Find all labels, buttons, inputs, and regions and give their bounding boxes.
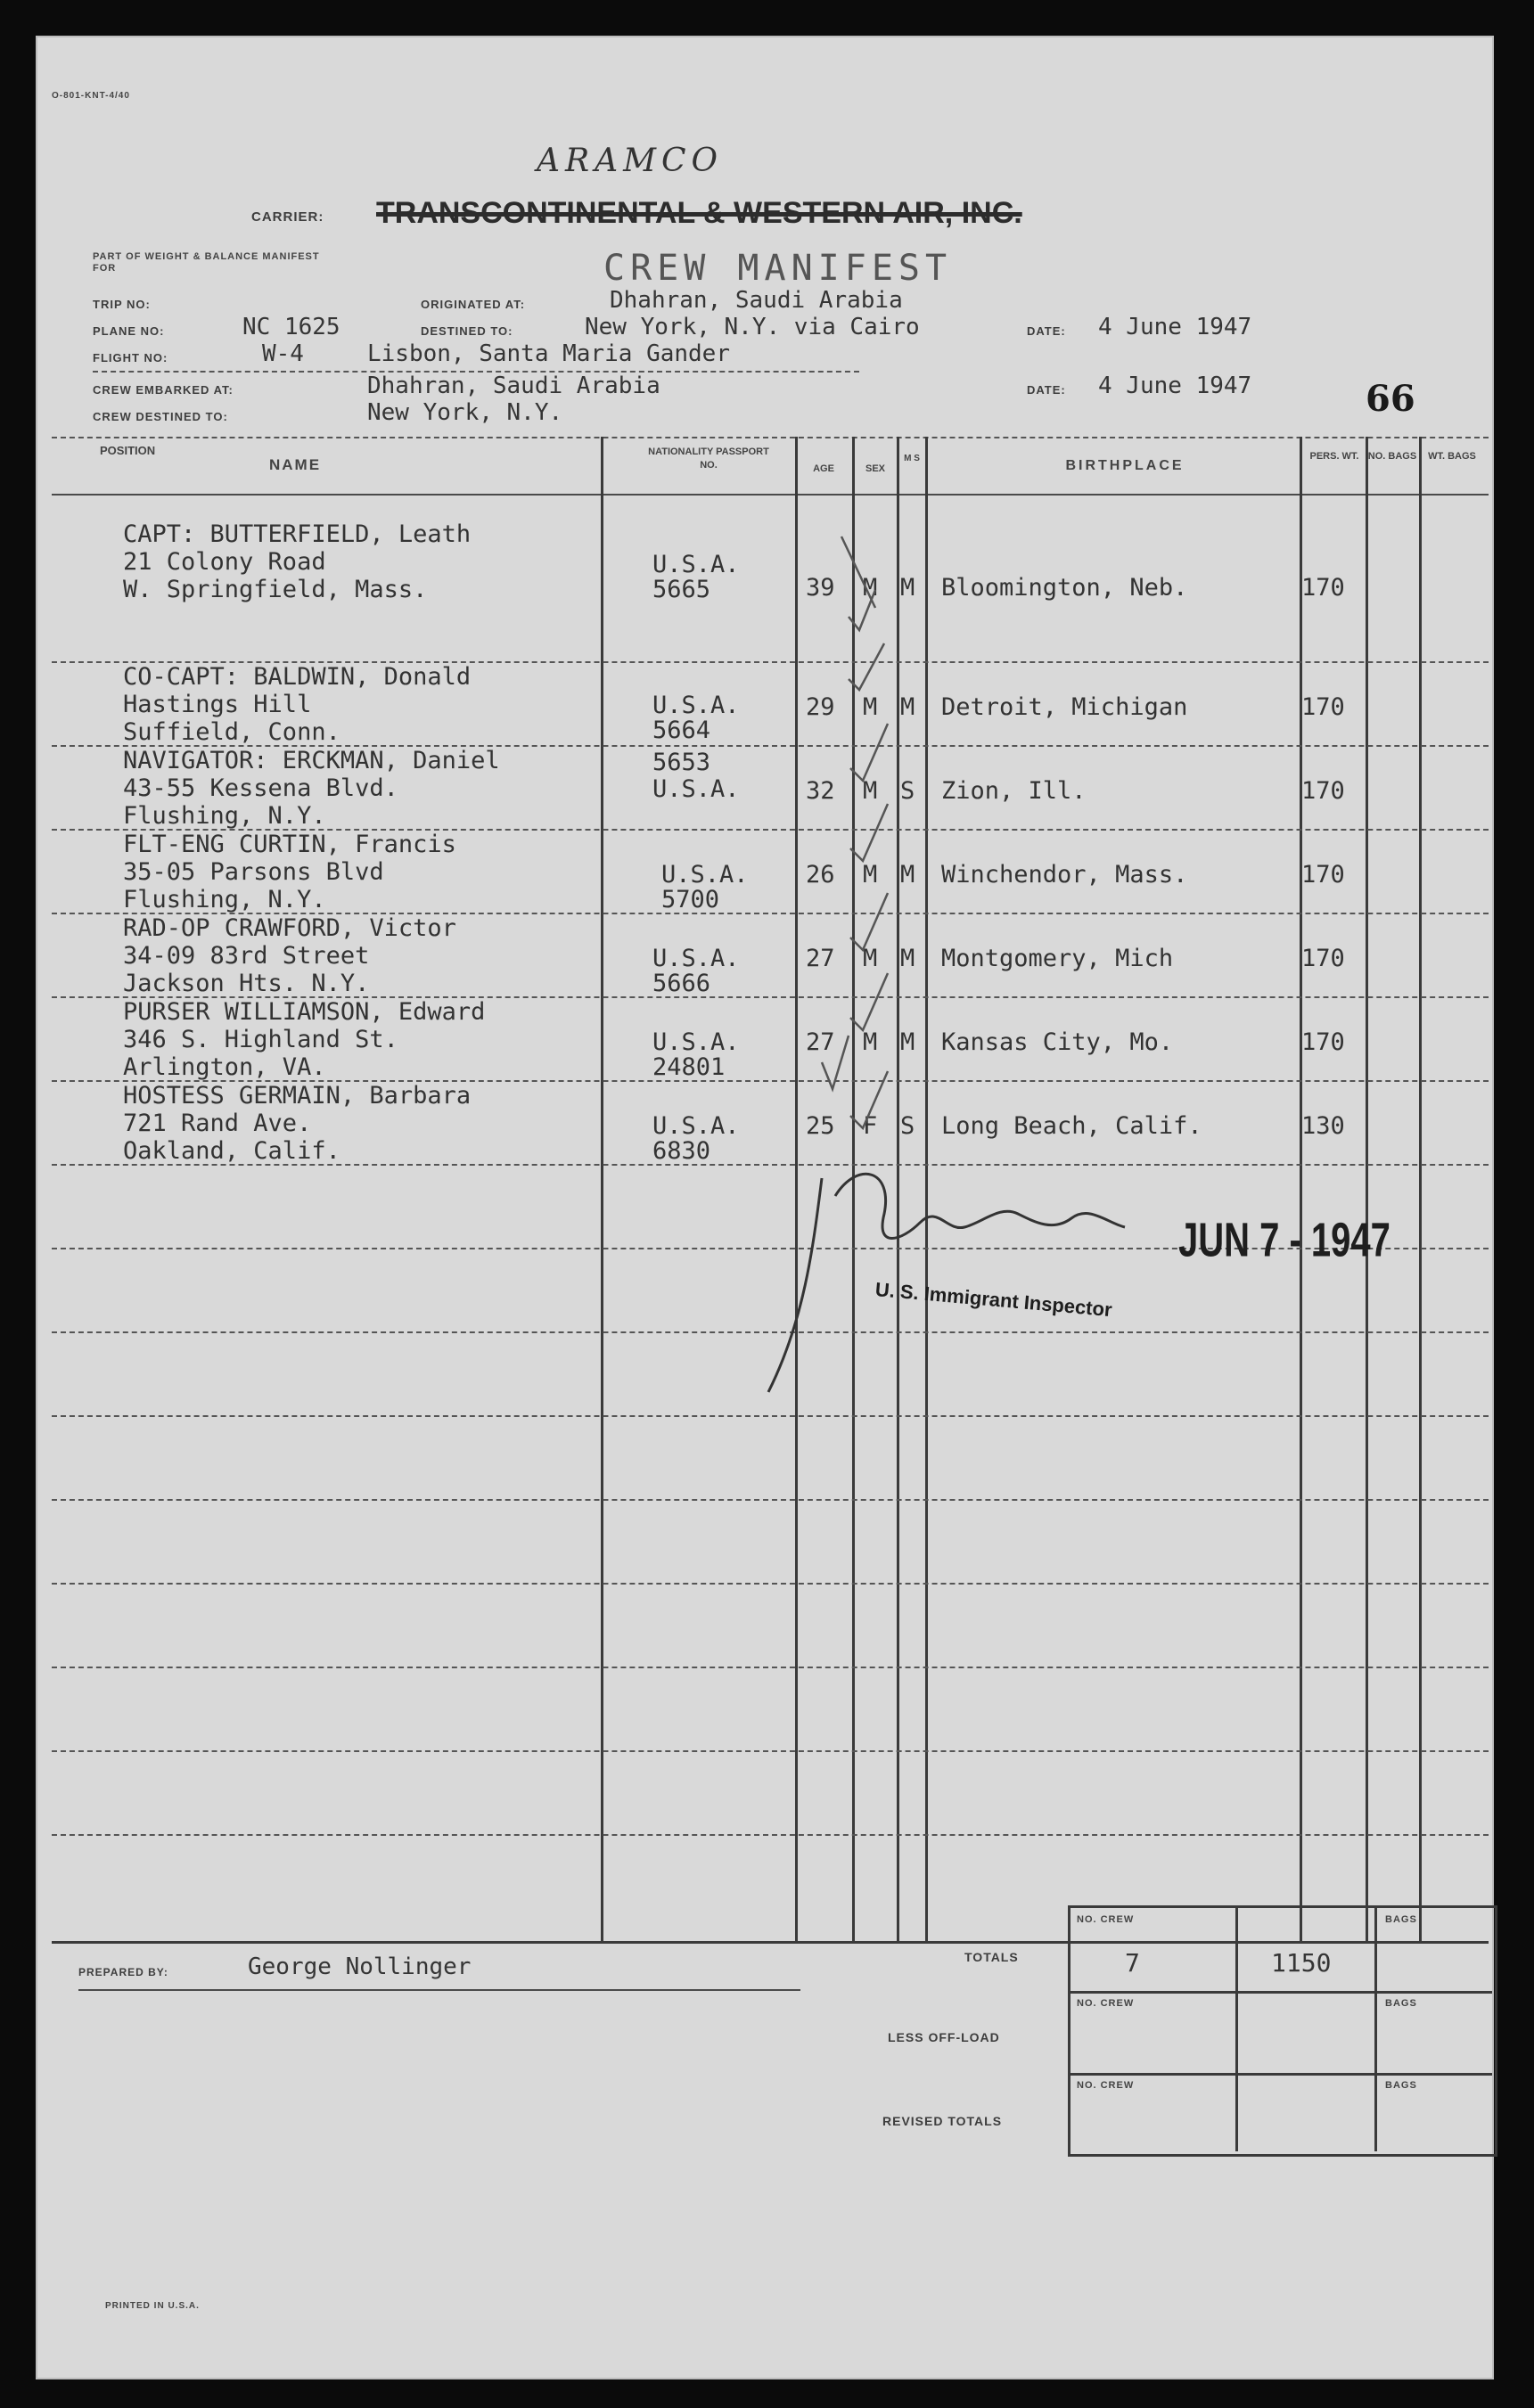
crew-3-sex: M bbox=[863, 777, 878, 805]
no-crew-label: NO. CREW bbox=[1077, 1998, 1135, 2009]
trip-no-label: TRIP NO: bbox=[93, 298, 151, 311]
plane-no-label: PLANE NO: bbox=[93, 324, 165, 338]
col-sex: SEX bbox=[865, 463, 885, 474]
crew-5-sex: M bbox=[863, 945, 878, 972]
crew-1-nationality: U.S.A. bbox=[652, 551, 740, 578]
col-wt-bags: WT. BAGS bbox=[1428, 451, 1476, 462]
col-birthplace: BIRTHPLACE bbox=[1065, 458, 1185, 473]
crew-6-weight: 170 bbox=[1301, 1028, 1345, 1056]
form-code: O-801-KNT-4/40 bbox=[52, 91, 130, 101]
row-rule bbox=[52, 1667, 1489, 1668]
table-header-rule bbox=[52, 494, 1489, 496]
crew-5-address: 34-09 83rd Street bbox=[123, 942, 370, 970]
col-ms: M S bbox=[904, 454, 920, 463]
totals-row-rule bbox=[1068, 1991, 1492, 1994]
crew-4-birthplace: Winchendor, Mass. bbox=[941, 861, 1188, 889]
crew-2-position-name: CO-CAPT: BALDWIN, Donald bbox=[123, 663, 472, 691]
crew-7-city: Oakland, Calif. bbox=[123, 1137, 340, 1165]
prepared-by-line bbox=[78, 1989, 800, 1991]
crew-4-nationality: U.S.A. bbox=[661, 861, 749, 889]
bags-label: BAGS bbox=[1385, 1998, 1417, 2009]
crew-embarked-value: Dhahran, Saudi Arabia bbox=[367, 373, 660, 399]
crew-4-sex: M bbox=[863, 861, 878, 889]
crew-4-city: Flushing, N.Y. bbox=[123, 886, 326, 913]
row-rule bbox=[52, 1583, 1489, 1585]
part-of-label: PART OF WEIGHT & BALANCE MANIFEST FOR bbox=[93, 251, 320, 274]
crew-1-city: W. Springfield, Mass. bbox=[123, 576, 428, 603]
crew-date-value: 4 June 1947 bbox=[1098, 373, 1252, 399]
plane-no: NC 1625 bbox=[242, 314, 340, 340]
via-continued: Lisbon, Santa Maria Gander bbox=[367, 340, 730, 367]
table-top-rule bbox=[52, 437, 1489, 438]
totals-col-rule bbox=[1374, 1905, 1377, 2151]
crew-4-age: 26 bbox=[806, 861, 835, 889]
crew-2-nationality: U.S.A. bbox=[652, 692, 740, 719]
row-rule bbox=[52, 1834, 1489, 1836]
crew-1-age: 39 bbox=[806, 574, 835, 602]
col-name: NAME bbox=[269, 456, 322, 473]
crew-3-city: Flushing, N.Y. bbox=[123, 802, 326, 830]
row-rule bbox=[52, 1499, 1489, 1501]
check-marks bbox=[795, 501, 911, 1214]
crew-1-position-name: CAPT: BUTTERFIELD, Leath bbox=[123, 520, 472, 548]
carrier-printed: TRANSCONTINENTAL & WESTERN AIR, INC. bbox=[376, 196, 1022, 230]
flight-no: W-4 bbox=[262, 340, 304, 367]
prepared-by-label: PREPARED BY: bbox=[78, 1966, 168, 1978]
inspector-signature bbox=[751, 1143, 1250, 1428]
crew-5-nationality: U.S.A. bbox=[652, 945, 740, 972]
col-pers-wt: PERS. WT. bbox=[1309, 451, 1359, 462]
crew-7-position-name: HOSTESS GERMAIN, Barbara bbox=[123, 1082, 472, 1110]
crew-3-ms: S bbox=[900, 777, 915, 805]
crew-6-ms: M bbox=[900, 1028, 915, 1056]
crew-date-label: DATE: bbox=[1027, 383, 1066, 397]
crew-7-birthplace: Long Beach, Calif. bbox=[941, 1112, 1202, 1140]
crew-6-passport: 24801 bbox=[652, 1053, 726, 1081]
prepared-by-value: George Nollinger bbox=[248, 1953, 472, 1980]
col-nationality: NATIONALITY PASSPORT NO. bbox=[648, 446, 769, 471]
crew-5-birthplace: Montgomery, Mich bbox=[941, 945, 1174, 972]
crew-destined-value: New York, N.Y. bbox=[367, 399, 563, 426]
crew-3-address: 43-55 Kessena Blvd. bbox=[123, 774, 398, 802]
less-offload-label: LESS OFF-LOAD bbox=[888, 2030, 1000, 2044]
crew-6-city: Arlington, VA. bbox=[123, 1053, 326, 1081]
col-position: POSITION bbox=[100, 444, 156, 457]
flight-no-label: FLIGHT NO: bbox=[93, 351, 168, 364]
totals-col-rule bbox=[1235, 1905, 1238, 2151]
crew-4-position-name: FLT-ENG CURTIN, Francis bbox=[123, 831, 456, 858]
crew-2-birthplace: Detroit, Michigan bbox=[941, 693, 1188, 721]
page-title: CREW MANIFEST bbox=[603, 248, 953, 289]
printed-in: PRINTED IN U.S.A. bbox=[105, 2301, 200, 2311]
crew-5-weight: 170 bbox=[1301, 945, 1345, 972]
crew-6-age: 27 bbox=[806, 1028, 835, 1056]
crew-1-passport: 5665 bbox=[652, 576, 711, 603]
crew-3-nationality: 5653 bbox=[652, 749, 711, 776]
no-crew-label: NO. CREW bbox=[1077, 2080, 1135, 2091]
crew-5-ms: M bbox=[900, 945, 915, 972]
crew-2-city: Suffield, Conn. bbox=[123, 718, 340, 746]
totals-box bbox=[1068, 1905, 1497, 2157]
date-label: DATE: bbox=[1027, 324, 1066, 338]
crew-2-ms: M bbox=[900, 693, 915, 721]
crew-3-passport: U.S.A. bbox=[652, 775, 740, 803]
crew-2-passport: 5664 bbox=[652, 717, 711, 744]
crew-embarked-label: CREW EMBARKED AT: bbox=[93, 383, 234, 397]
crew-7-address: 721 Rand Ave. bbox=[123, 1110, 312, 1137]
col-age: AGE bbox=[813, 463, 834, 474]
row-rule bbox=[52, 1750, 1489, 1752]
crew-7-nationality: U.S.A. bbox=[652, 1112, 740, 1140]
crew-4-ms: M bbox=[900, 861, 915, 889]
page-number: 66 bbox=[1366, 378, 1415, 420]
crew-1-ms: M bbox=[900, 574, 915, 602]
crew-4-address: 35-05 Parsons Blvd bbox=[123, 858, 384, 886]
crew-5-position-name: RAD-OP CRAWFORD, Victor bbox=[123, 914, 456, 942]
crew-6-sex: M bbox=[863, 1028, 878, 1056]
crew-4-passport: 5700 bbox=[661, 886, 720, 913]
crew-3-weight: 170 bbox=[1301, 777, 1345, 805]
crew-1-sex: M bbox=[863, 574, 878, 602]
bags-label: BAGS bbox=[1385, 2080, 1417, 2091]
crew-6-birthplace: Kansas City, Mo. bbox=[941, 1028, 1174, 1056]
originated-label: ORIGINATED AT: bbox=[421, 298, 526, 311]
total-crew: 7 bbox=[1125, 1948, 1140, 1978]
carrier-label: CARRIER: bbox=[251, 209, 324, 225]
crew-4-weight: 170 bbox=[1301, 861, 1345, 889]
crew-7-ms: S bbox=[900, 1112, 915, 1140]
crew-5-passport: 5666 bbox=[652, 970, 711, 997]
revised-totals-label: REVISED TOTALS bbox=[882, 2114, 1003, 2128]
crew-2-address: Hastings Hill bbox=[123, 691, 312, 718]
crew-2-weight: 170 bbox=[1301, 693, 1345, 721]
date-value: 4 June 1947 bbox=[1098, 314, 1252, 340]
stamp-date: JUN 7 - 1947 bbox=[1178, 1214, 1390, 1267]
col-no-bags: NO. BAGS bbox=[1367, 451, 1417, 462]
crew-7-sex: F bbox=[863, 1112, 878, 1140]
bags-label: BAGS bbox=[1385, 1914, 1417, 1925]
crew-7-age: 25 bbox=[806, 1112, 835, 1140]
crew-3-position-name: NAVIGATOR: ERCKMAN, Daniel bbox=[123, 747, 500, 774]
crew-1-weight: 170 bbox=[1301, 574, 1345, 602]
manifest-sheet bbox=[36, 36, 1494, 2379]
stamp-title: U. S. Immigrant Inspector bbox=[874, 1278, 1113, 1322]
carrier-handwritten: ARAMCO bbox=[537, 143, 724, 179]
totals-row-rule bbox=[1068, 2073, 1492, 2076]
crew-7-weight: 130 bbox=[1301, 1112, 1345, 1140]
crew-3-birthplace: Zion, Ill. bbox=[941, 777, 1087, 805]
crew-5-city: Jackson Hts. N.Y. bbox=[123, 970, 370, 997]
crew-6-nationality: U.S.A. bbox=[652, 1028, 740, 1056]
total-weight: 1150 bbox=[1271, 1948, 1332, 1978]
no-crew-label: NO. CREW bbox=[1077, 1914, 1135, 1925]
crew-6-position-name: PURSER WILLIAMSON, Edward bbox=[123, 998, 486, 1026]
originated-value: Dhahran, Saudi Arabia bbox=[610, 287, 903, 314]
crew-2-age: 29 bbox=[806, 693, 835, 721]
destined-label: DESTINED TO: bbox=[421, 324, 513, 338]
crew-3-age: 32 bbox=[806, 777, 835, 805]
totals-label: TOTALS bbox=[964, 1950, 1019, 1964]
crew-1-address: 21 Colony Road bbox=[123, 548, 326, 576]
crew-6-address: 346 S. Highland St. bbox=[123, 1026, 398, 1053]
crew-1-birthplace: Bloomington, Neb. bbox=[941, 574, 1188, 602]
crew-7-passport: 6830 bbox=[652, 1137, 711, 1165]
destined-value: New York, N.Y. via Cairo bbox=[585, 314, 920, 340]
crew-destined-label: CREW DESTINED TO: bbox=[93, 410, 228, 423]
crew-2-sex: M bbox=[863, 693, 878, 721]
crew-5-age: 27 bbox=[806, 945, 835, 972]
